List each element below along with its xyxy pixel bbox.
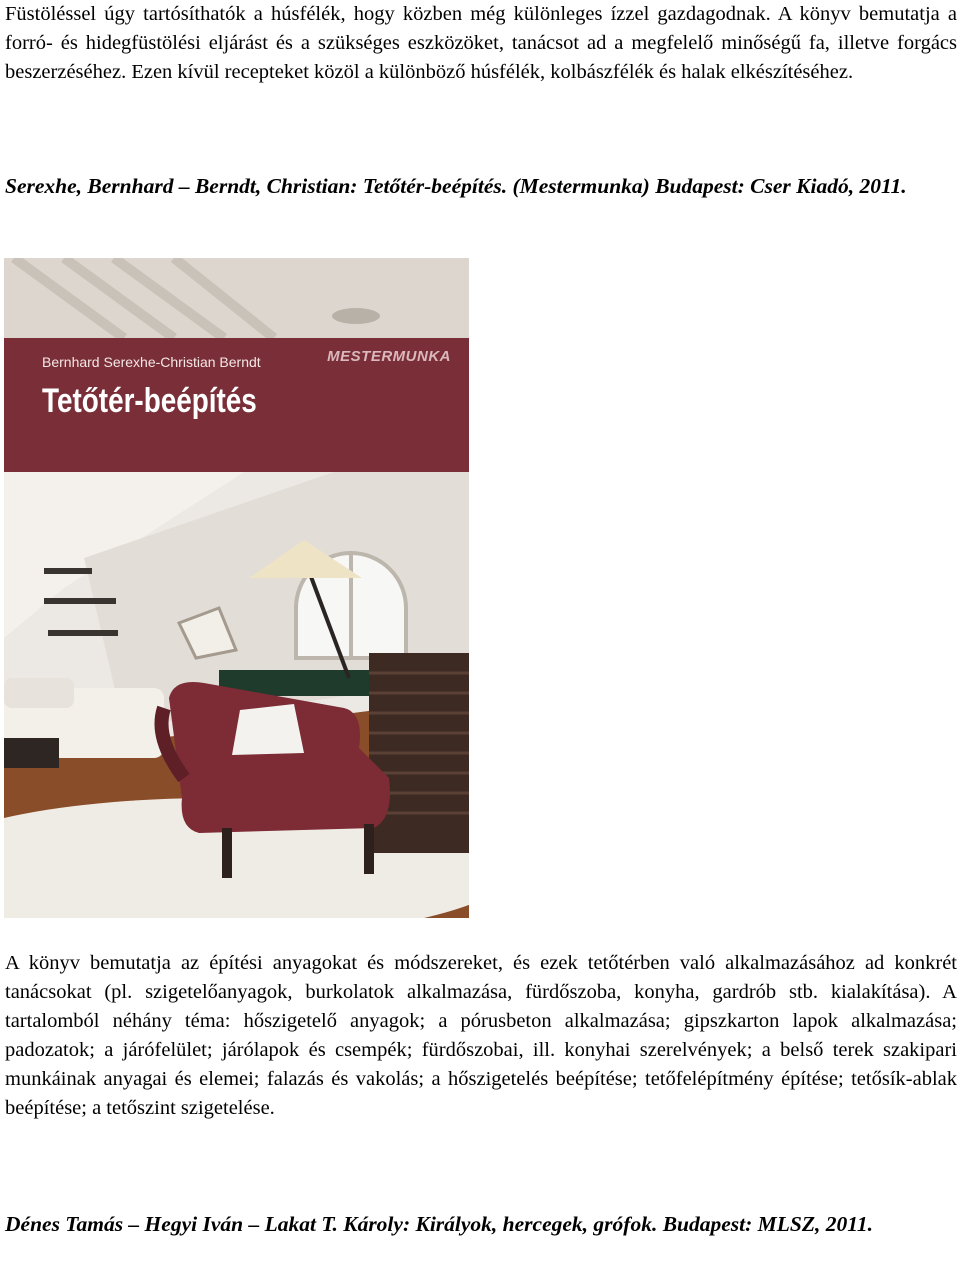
cover-series-label: MESTERMUNKA (327, 348, 451, 365)
cover-authors: Bernhard Serexhe-Christian Berndt (42, 354, 261, 370)
cover-title: Tetőtér-beépítés (42, 382, 257, 420)
book-cover-image (4, 258, 469, 918)
book-reference-2: Dénes Tamás – Hegyi Iván – Lakat T. Károly: Királyok, hercegek, grófok. Budapest: MLSZ, 2011. (5, 1212, 873, 1236)
book-reference-1: Serexhe, Bernhard – Berndt, Christian: Tetőtér-beépítés. (Mestermunka) Budapest: Cser Kiadó, 2011. (5, 174, 907, 198)
book-description: A könyv bemutatja az építési anyagokat és módszereket, és ezek tetőtérben való alkalmazásához ad konkrét tanácsokat (pl. szigetelőanyagok, burkolatok alkalmazása, fürdőszoba, konyha, gardrób stb. kialakítása). A tartalomból néhány téma: hőszigetelő anyagok; a pórusbeton alkalmazása; gipszkarton lapok alkalmazása; padozatok; a járófelület; járólapok és csempék; fürdőszobai, ill. konyhai szerelvények; a belső terek szakipari munkáinak anyagai és elemei; falazás és vakolás; a hőszigetelés beépítése; tetőfelépítmény építése; tetősík-ablak beépítése; a tetőszint szigetelése. (5, 952, 957, 1119)
intro-paragraph: Füstöléssel úgy tartósíthatók a húsfélék, hogy közben még különleges ízzel gazdagodnak. A könyv bemutatja a forró- és hidegfüstölési eljárást és a szükséges eszközöket, tanácsot ad a megfelelő minőségű fa, illetve forgács beszerzéséhez. Ezen kívül recepteket közöl a különböző húsfélék, kolbászfélék és halak elkészítéséhez. (5, 3, 957, 83)
